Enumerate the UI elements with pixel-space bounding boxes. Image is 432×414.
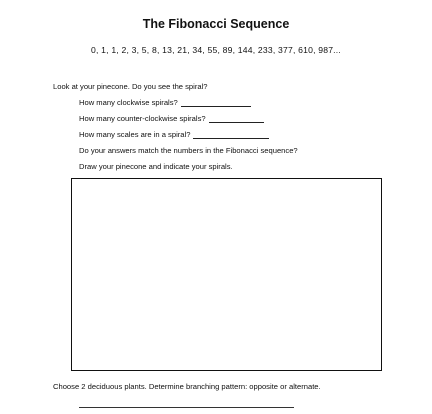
question-counter-clockwise (79, 114, 264, 123)
question-clockwise-label: How many clockwise spirals? (79, 98, 178, 107)
question-match: Do your answers match the numbers in the Fibonacci sequence? (79, 146, 298, 155)
drawing-box[interactable] (71, 178, 382, 371)
question-clockwise (79, 98, 251, 107)
fibonacci-sequence: 0, 1, 1, 2, 3, 5, 8, 13, 21, 34, 55, 89, 144, 233, 377, 610, 987... (91, 45, 341, 55)
answer-line-deciduous[interactable] (79, 407, 294, 408)
question-counter-clockwise-label: How many counter-clockwise spirals? (79, 114, 206, 123)
answer-blank-scales[interactable] (193, 130, 269, 139)
question-draw: Draw your pinecone and indicate your spirals. (79, 162, 233, 171)
question-scales (79, 130, 269, 139)
answer-blank-clockwise[interactable] (181, 98, 251, 107)
page-title: The Fibonacci Sequence (142, 17, 290, 31)
answer-blank-counter-clockwise[interactable] (209, 114, 264, 123)
question-scales-label: How many scales are in a spiral? (79, 130, 191, 139)
pinecone-prompt: Look at your pinecone. Do you see the spiral? (53, 82, 208, 91)
deciduous-prompt: Choose 2 deciduous plants. Determine branching pattern: opposite or alternate. (53, 382, 321, 391)
